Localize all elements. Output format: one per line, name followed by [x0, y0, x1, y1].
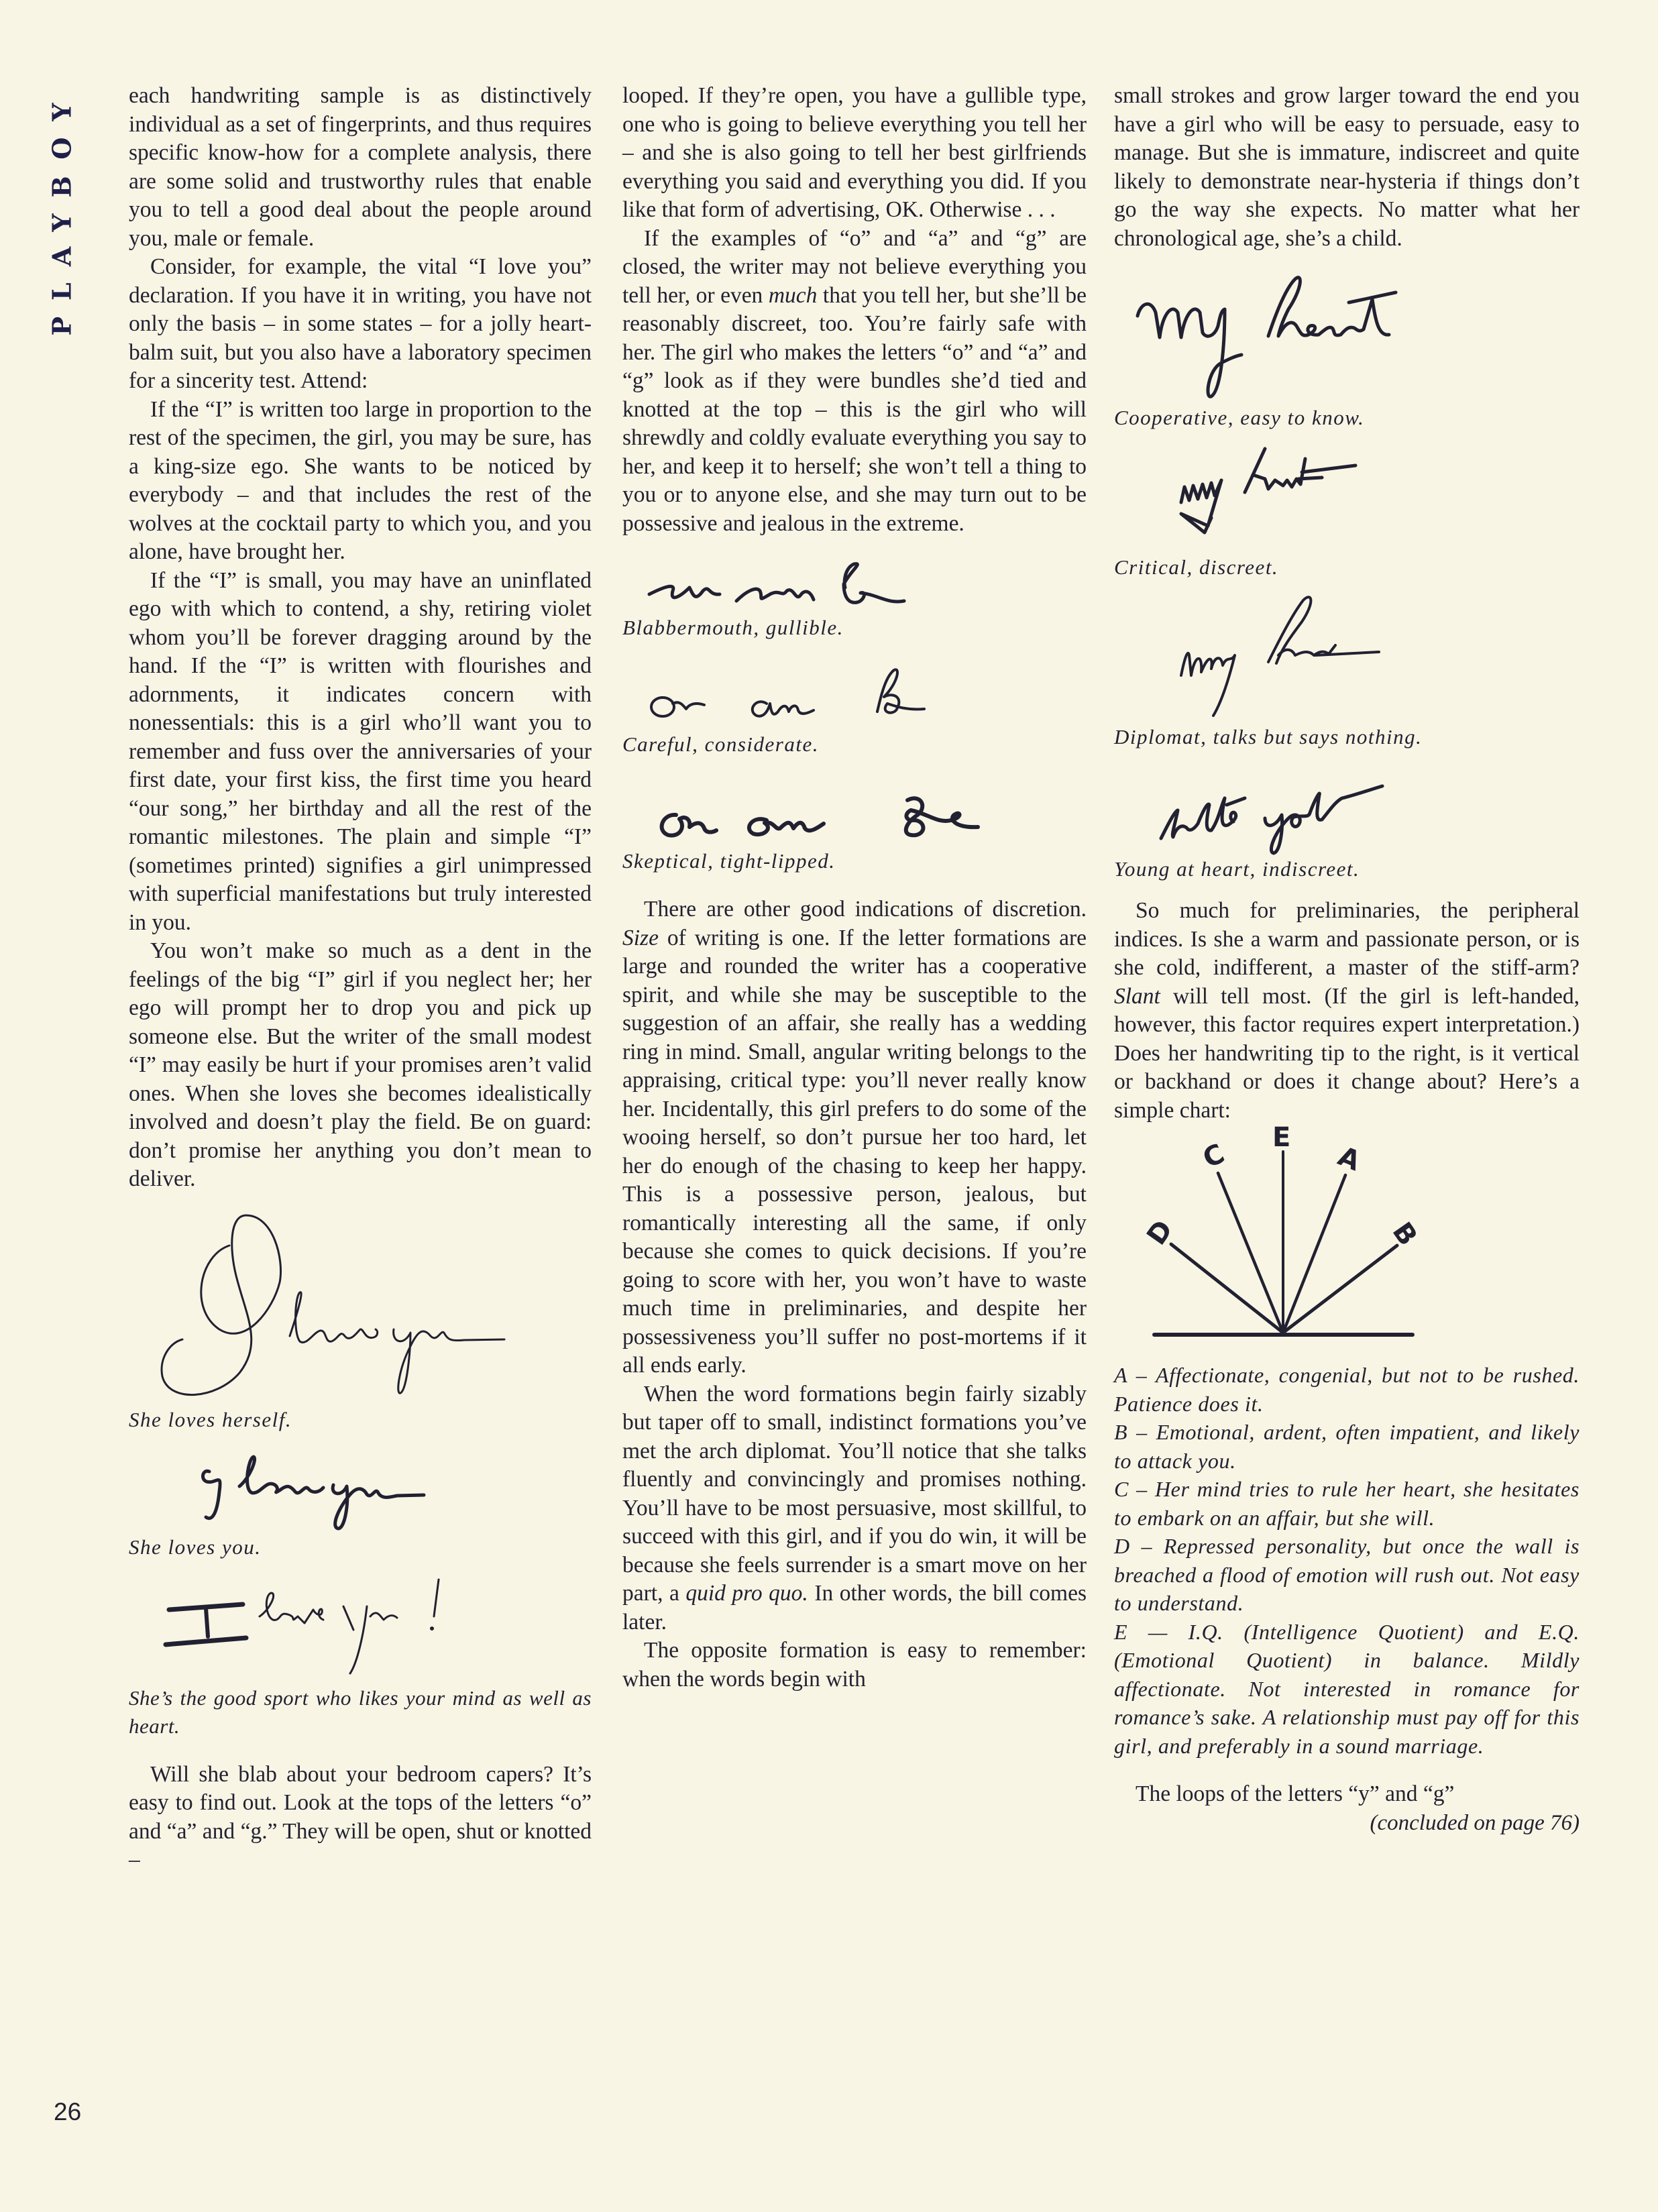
column-2: [622, 82, 1087, 1694]
slant-legend: [1114, 1361, 1580, 1760]
paragraph: There are other good indications of discretion. Size of writing is one. If the letter formations are large and rounded the writer has a cooperative spirit, and while she may be susceptible to the suggestion of an affair, she really has a wedding ring in mind. Small, angular writing belongs to the appraising, critical type: you’ll never really know her. Incidentally, this girl prefers to do some of the wooing herself, so don’t pursue her too hard, let her do enough of the chasing to keep her happy. This is a possessive person, jealous, but romantically interesting all the same, if only because she comes to quick decisions. If you’re going to score with her, you won’t have to waste much time in preliminaries, and despite her possessiveness you’ll suffer no post-mortems if it all ends early.: [622, 897, 1087, 1378]
paragraph: If the examples of “o” and “a” and “g” are closed, the writer may not believe everything you tell her, or even much that you tell her, but she’ll be reasonably discreet, too. You’re fairly safe with her. The girl who makes the letters “o” and “a” and “g” look as if they were bundles she’d tied and knotted at the top – this is the girl who will shrewdly and coldly evaluate everything you say to her, and keep it to herself; she won’t tell a thing to you or to anyone else, and she may turn out to be possessive and jealous in the extreme.: [622, 225, 1087, 536]
slant-label-d: D: [1141, 1215, 1179, 1251]
handwriting-sample-printed-i: [129, 1569, 592, 1687]
slant-label-a: A: [1333, 1140, 1365, 1178]
paragraph: The opposite formation is easy to remember: when the words begin with: [622, 1638, 1087, 1692]
handwriting-large-i-love-you-icon: [129, 1209, 592, 1410]
legend-item-d: D – Repressed personality, but once the wall is breached a flood of emotion will rush out. Not easy to understand.: [1114, 1534, 1580, 1615]
paragraph: Consider, for example, the vital “I love you” declaration. If you have it in writing, you have not only the basis – in some states – for a jolly heart-balm suit, but you also have a laboratory specimen for a sincerity test. Attend:: [129, 254, 592, 393]
handwriting-sample-angular: [1114, 439, 1580, 563]
handwriting-printed-i-love-you-icon: [129, 1569, 592, 1687]
paragraph: You won’t make so much as a dent in the feelings of the big “I” girl if you neglect her; her ego will prompt her to drop you and pick up someone else. But the writer of the small modest “I” may easily be hurt if your promises aren’t valid ones. When she loves she becomes idealistically involved and doesn’t play the field. Be on guard: don’t promise her anything you don’t mean to deliver.: [129, 938, 592, 1191]
handwriting-tapering-my-heart-icon: [1114, 588, 1580, 732]
paragraph: If the “I” is small, you may have an uninflated ego with which to contend, a shy, retiring violet whom you’ll be forever dragging around by the hand. If the “I” is written with flourishes and adornments, it indicates concern with nonessentials: this is a girl who’ll want you to remember and fuss over the anniversaries of your first date, your first kiss, the first time you heard “our song,” her birthday and all the rest of the romantic milestones. The plain and simple “I” (sometimes printed) signifies a girl unimpressed with superficial manifestations but truly interested in you.: [129, 567, 592, 935]
paragraph: The loops of the letters “y” and “g”: [1136, 1781, 1455, 1806]
legend-item-a: A – Affectionate, congenial, but not to be rushed. Patience does it.: [1114, 1363, 1580, 1416]
handwriting-sample-closed-letters: [622, 657, 1087, 737]
paragraph: small strokes and grow larger toward the end you have a girl who will be easy to persuade, easy to manage. But she is immature, indiscreet and quite likely to demonstrate near-hysteria if things don’t go the way she expects. No matter what her chronological age, she’s a child.: [1114, 83, 1580, 251]
slant-label-e: E: [1272, 1122, 1291, 1153]
handwriting-rounded-my-heart-icon: [1114, 262, 1580, 413]
handwriting-angular-my-heart-icon: [1114, 439, 1580, 563]
handwriting-sample-tapering: [1114, 588, 1580, 732]
handwriting-small-i-love-you-icon: [129, 1438, 592, 1539]
handwriting-sample-knotted-letters: [622, 773, 1087, 854]
masthead-text: PLAYBOY: [46, 87, 77, 336]
slant-diagram: [1114, 1122, 1580, 1353]
handwriting-open-or-am-be-icon: [622, 554, 1087, 618]
paragraph: So much for preliminaries, the peripheral indices. Is she a warm and passionate person, or is she cold, indifferent, a master of the stiff-arm? Slant will tell most. (If the girl is left-handed, however, this factor requires expert interpretation.) Does her handwriting tip to the right, is it vertical or backhand or does it change about? Here’s a simple chart:: [1114, 898, 1580, 1123]
sample-caption: Cooperative, easy to know.: [1114, 406, 1365, 429]
paragraph: If the “I” is written too large in proportion to the rest of the specimen, the girl, you may be sure, has a king-size ego. She wants to be noticed by everybody – and that includes the rest of the wolves at the cocktail party to which you, and you alone, have brought her.: [129, 396, 592, 564]
sample-caption: Blabbermouth, gullible.: [622, 616, 844, 639]
page-number: 26: [54, 2098, 82, 2125]
handwriting-knotted-or-am-be-icon: [622, 773, 1087, 854]
continuation-note: (concluded on page 76): [1370, 1810, 1580, 1835]
handwriting-sample-rounded: [1114, 262, 1580, 413]
handwriting-sample-open-letters: [622, 554, 1087, 618]
sample-caption: She loves herself.: [129, 1407, 292, 1431]
paragraph: Will she blab about your bedroom capers? It’s easy to find out. Look at the tops of the letters “o” and “a” and “g.” They will be open, shut or knotted –: [129, 1761, 592, 1872]
legend-item-b: B – Emotional, ardent, often impatient, and likely to attack you.: [1114, 1420, 1580, 1473]
sample-caption: Diplomat, talks but says nothing.: [1114, 725, 1423, 749]
column-1: [129, 82, 592, 1875]
handwriting-growing-hello-you-icon: [1114, 758, 1580, 862]
sample-caption: Careful, considerate.: [622, 732, 819, 756]
handwriting-sample-large-i: [129, 1209, 592, 1410]
sample-caption: Skeptical, tight-lipped.: [622, 849, 836, 873]
handwriting-sample-growing: [1114, 758, 1580, 862]
sample-caption: She loves you.: [129, 1535, 262, 1559]
paragraph: When the word formations begin fairly sizably but taper off to small, indistinct formations you’ve met the arch diplomat. You’ll notice that she talks fluently and convincingly and promises nothing. You’ll have to be most persuasive, most skillful, to succeed with this girl, and if you do win, it will be because she feels surrender is a smart move on her part, a quid pro quo. In other words, the bill comes later.: [622, 1381, 1087, 1635]
legend-item-c: C – Her mind tries to rule her heart, she hesitates to embark on an affair, but she will.: [1114, 1477, 1580, 1530]
sample-caption: She’s the good sport who likes your mind as well as heart.: [129, 1685, 592, 1738]
handwriting-closed-or-am-be-icon: [622, 657, 1087, 737]
slant-label-b: B: [1386, 1217, 1423, 1252]
handwriting-sample-small-i: [129, 1438, 592, 1539]
sample-caption: Young at heart, indiscreet.: [1114, 857, 1360, 881]
slant-label-c: C: [1198, 1138, 1229, 1175]
magazine-masthead-vertical: [42, 87, 82, 335]
column-3: [1114, 82, 1580, 1837]
legend-item-e: E — I.Q. (Intelligence Quotient) and E.Q. (Emotional Quotient) in balance. Mildly affectionate. Not interested in romance for romance’s sake. A relationship must pay off for this girl, and preferably in a sound marriage.: [1114, 1619, 1580, 1758]
sample-caption: Critical, discreet.: [1114, 555, 1279, 579]
paragraph: each handwriting sample is as distinctively individual as a set of fingerprints, and thus requires specific know-how for a complete analysis, there are some solid and trustworthy rules that enable you to tell a good deal about the people around you, male or female.: [129, 83, 592, 251]
paragraph: looped. If they’re open, you have a gullible type, one who is going to believe everything you tell her – and she is also going to tell her best girlfriends everything you said and everything you did. If you like that form of advertising, OK. Otherwise . . .: [622, 83, 1087, 222]
